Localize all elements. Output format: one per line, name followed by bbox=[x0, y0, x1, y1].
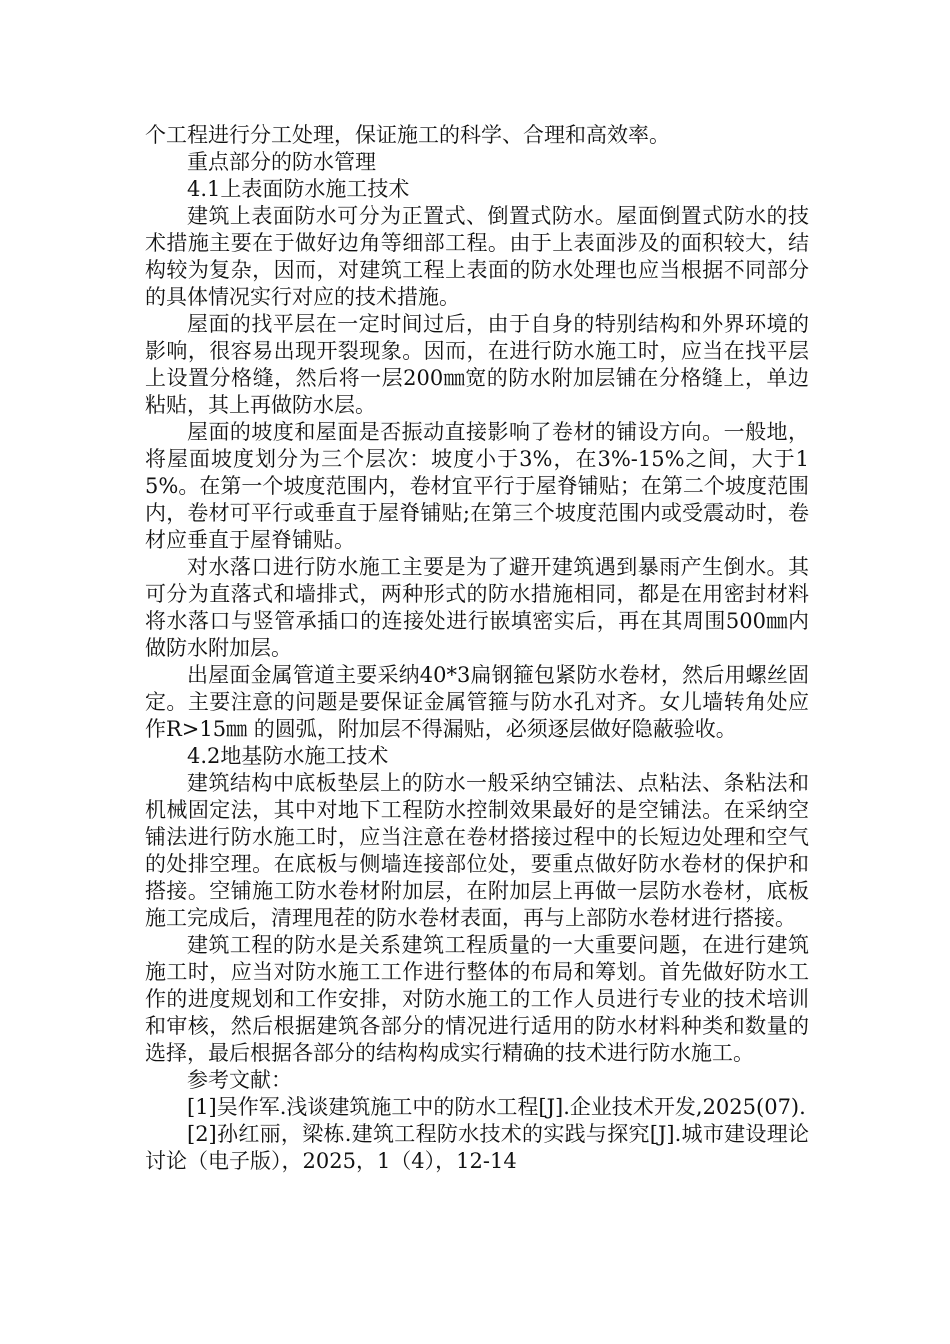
paragraph-foundation: 建筑结构中底板垫层上的防水一般采纳空铺法、点粘法、条粘法和机械固定法，其中对地下工程防水控制效果最好的是空铺法。在采纳空铺法进行防水施工时，应当注意在卷材搭接过程中的长短边处理和空气的处排空理。在底板与侧墙连接部位处，要重点做好防水卷材的保护和搭接。空铺施工防水卷材附加层，在附加层上再做一层防水卷材，底板施工完成后，清理甩茬的防水卷材表面，再与上部防水卷材进行搭接。 bbox=[145, 771, 809, 930]
references-heading: 参考文献： bbox=[187, 1068, 292, 1092]
subsection-heading-4-1: 4.1上表面防水施工技术 bbox=[187, 177, 410, 201]
subsection-heading-4-2: 4.2地基防水施工技术 bbox=[187, 744, 389, 768]
reference-2: [2]孙红丽，梁栋.建筑工程防水技术的实践与探究[J].城市建设理论讨论（电子版），2025，1（4），12-14 bbox=[145, 1122, 809, 1173]
paragraph-roof-slope: 屋面的坡度和屋面是否振动直接影响了卷材的铺设方向。一般地，将屋面坡度划分为三个层次：坡度小于3%，在3%-15%之间，大于15%。在第一个坡度范围内，卷材宜平行于屋脊铺贴；在第二个坡度范围内，卷材可平行或垂直于屋脊铺贴;在第三个坡度范围内或受震动时，卷材应垂直于屋脊铺贴。 bbox=[145, 420, 809, 552]
document-body bbox=[145, 122, 809, 1175]
section-heading: 重点部分的防水管理 bbox=[187, 150, 376, 174]
reference-1: [1]吴作军.浅谈建筑施工中的防水工程[J].企业技术开发,2025(07). bbox=[187, 1095, 806, 1119]
paragraph-conclusion: 建筑工程的防水是关系建筑工程质量的一大重要问题，在进行建筑施工时，应当对防水施工工作进行整体的布局和筹划。首先做好防水工作的进度规划和工作安排，对防水施工的工作人员进行专业的技术培训和审核，然后根据建筑各部分的情况进行适用的防水材料种类和数量的选择，最后根据各部分的结构构成实行精确的技术进行防水施工。 bbox=[145, 933, 809, 1065]
paragraph-leveling-layer: 屋面的找平层在一定时间过后，由于自身的特别结构和外界环境的影响，很容易出现开裂现象。因而，在进行防水施工时，应当在找平层上设置分格缝，然后将一层200㎜宽的防水附加层铺在分格缝上，单边粘贴，其上再做防水层。 bbox=[145, 312, 809, 417]
paragraph-roof-waterproofing: 建筑上表面防水可分为正置式、倒置式防水。屋面倒置式防水的技术措施主要在于做好边角等细部工程。由于上表面涉及的面积较大，结构较为复杂，因而，对建筑工程上表面的防水处理也应当根据不同部分的具体情况实行对应的技术措施。 bbox=[145, 204, 809, 309]
paragraph-metal-pipe: 出屋面金属管道主要采纳40*3扁钢箍包紧防水卷材，然后用螺丝固定。主要注意的问题是要保证金属管箍与防水孔对齐。女儿墙转角处应作R>15㎜ 的圆弧，附加层不得漏贴，必须逐层做好隐蔽验收。 bbox=[145, 663, 809, 741]
paragraph-drain-outlet: 对水落口进行防水施工主要是为了避开建筑遇到暴雨产生倒水。其可分为直落式和墙排式，两种形式的防水措施相同，都是在用密封材料将水落口与竖管承插口的连接处进行嵌填密实后，再在其周围500㎜内做防水附加层。 bbox=[145, 555, 809, 660]
paragraph-continuation: 个工程进行分工处理，保证施工的科学、合理和高效率。 bbox=[145, 123, 670, 147]
